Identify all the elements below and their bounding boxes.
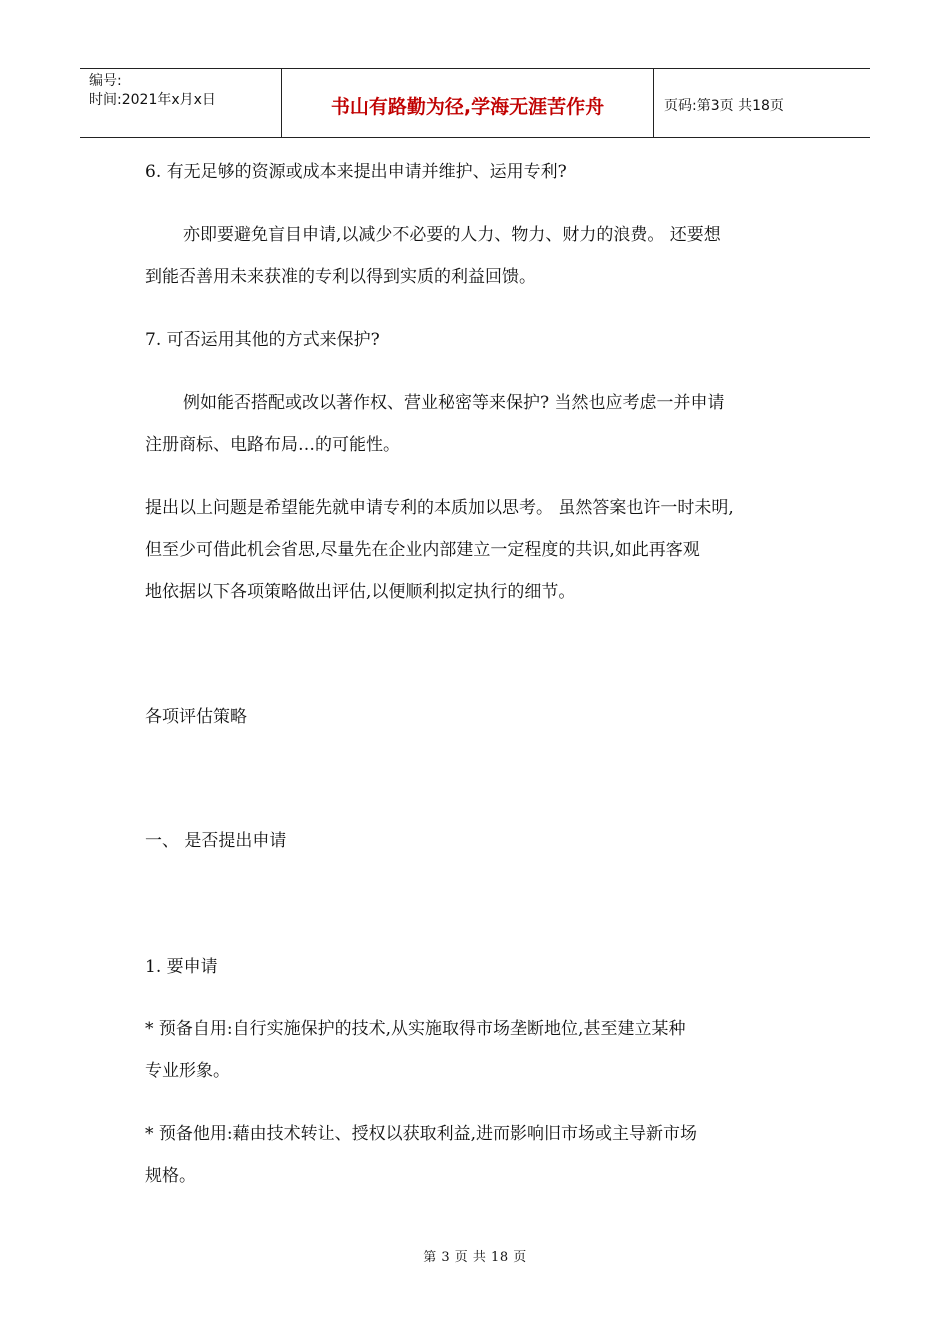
answer-6-line-2: 到能否善用未来获准的专利以得到实质的利益回馈。	[145, 267, 536, 287]
bullet-1-line-1: * 预备自用:自行实施保护的技术,从实施取得市场垄断地位,甚至建立某种	[145, 1019, 686, 1039]
item-1-heading: 1. 要申请	[145, 957, 218, 977]
header-meta	[80, 69, 282, 137]
bullet-2-line-1: * 预备他用:藉由技术转让、授权以获取利益,进而影响旧市场或主导新市场	[145, 1124, 698, 1144]
answer-7-line-1: 例如能否搭配或改以著作权、营业秘密等来保护? 当然也应考虑一并申请	[183, 393, 725, 413]
section-one-heading: 一、 是否提出申请	[145, 831, 287, 851]
document-time-label: 时间:2021年x月x日	[89, 92, 216, 108]
bullet-1-line-2: 专业形象。	[145, 1061, 230, 1081]
answer-7-line-2: 注册商标、电路布局…的可能性。	[145, 435, 400, 455]
question-6: 6. 有无足够的资源或成本来提出申请并维护、运用专利?	[145, 162, 567, 182]
header-page-number: 页码:第3页 共18页	[664, 97, 784, 114]
summary-line-2: 但至少可借此机会省思,尽量先在企业内部建立一定程度的共识,如此再客观	[145, 540, 700, 560]
bullet-2-line-2: 规格。	[145, 1166, 196, 1186]
section-title: 各项评估策略	[145, 707, 247, 727]
answer-6-line-1: 亦即要避免盲目申请,以减少不必要的人力、物力、财力的浪费。 还要想	[183, 225, 721, 245]
summary-line-3: 地依据以下各项策略做出评估,以便顺利拟定执行的细节。	[145, 582, 576, 602]
page-footer: 第 3 页 共 18 页	[423, 1250, 527, 1265]
page-header	[80, 68, 870, 138]
document-number-label: 编号:	[89, 73, 122, 89]
question-7: 7. 可否运用其他的方式来保护?	[145, 330, 380, 350]
summary-line-1: 提出以上问题是希望能先就申请专利的本质加以思考。 虽然答案也许一时未明,	[145, 498, 734, 518]
header-motto: 书山有路勤为径,学海无涯苦作舟	[282, 69, 654, 137]
